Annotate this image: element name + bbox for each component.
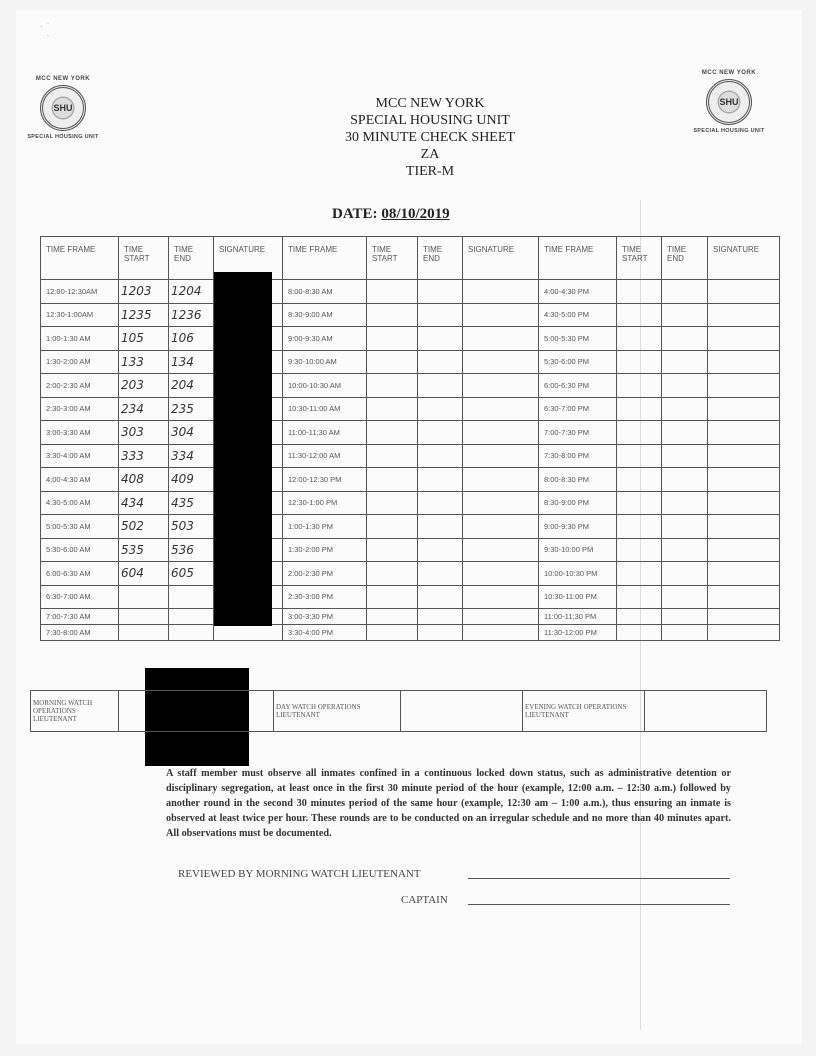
seal-text: SHU [53,103,73,113]
time-start-cell: 234 [119,397,169,421]
table-row [41,468,780,492]
time-start-cell [617,397,662,421]
time-frame-cell: 6:00-6:30 PM [539,374,617,398]
time-end-cell: 605 [169,562,214,586]
time-start-cell: 333 [119,444,169,468]
column-header: TIME FRAME [283,237,367,280]
signature-cell [463,609,539,625]
signature-cell [708,491,780,515]
time-end-cell [662,609,708,625]
time-end-cell [418,397,463,421]
time-end-cell: 334 [169,444,214,468]
time-start-cell [617,515,662,539]
signature-cell [708,374,780,398]
time-frame-cell: 9:30-10:00 AM [283,350,367,374]
column-header: TIME END [662,237,708,280]
time-start-cell: 203 [119,374,169,398]
time-start-cell [367,468,418,492]
time-start-cell: 434 [119,491,169,515]
time-frame-cell: 9:00-9:30 AM [283,327,367,351]
time-end-cell [662,327,708,351]
signature-cell [463,374,539,398]
time-end-cell [662,562,708,586]
time-start-cell [367,303,418,327]
time-frame-cell: 3:00-3:30 PM [283,609,367,625]
time-end-cell [662,374,708,398]
time-frame-cell: 11:30-12:00 PM [539,625,617,641]
signature-cell [708,350,780,374]
signature-cell [708,585,780,609]
time-end-cell: 204 [169,374,214,398]
instructions-paragraph: A staff member must observe all inmates confined in a continuous locked down status, such as administrative detention or disciplinary segregation, at least once in the first 30 minute period of the hour (example, 12:00 a.m. – 12:30 a.m.) followed by another round in the second 30 minutes period of the same hour (example, 12:30 am – 1:00 a.m.), thus ensuring an inmate is observed at least twice per hour. These rounds are to be conducted on an irregular schedule and no more than 40 minutes apart. All observations must be documented. [166,768,731,839]
date-label: DATE: [332,206,378,222]
captain-label: CAPTAIN [401,894,448,906]
time-end-cell [662,585,708,609]
time-frame-cell: 2:30-3:00 PM [283,585,367,609]
time-start-cell: 303 [119,421,169,445]
time-frame-cell: 11:00-11:30 PM [539,609,617,625]
time-end-cell [662,303,708,327]
table-row [41,625,780,641]
time-frame-cell: 8:30-9:00 AM [283,303,367,327]
signature-cell [463,585,539,609]
date-line [332,206,450,223]
time-frame-cell: 1:00-1:30 PM [283,515,367,539]
day-lieutenant-label: DAY WATCH OPERATIONS LIEUTENANT [274,691,401,732]
time-start-cell [119,625,169,641]
scan-specks: · ˙ · [40,22,50,40]
signature-cell [463,538,539,562]
time-end-cell: 503 [169,515,214,539]
day-lieutenant-signature [401,691,523,732]
column-header: TIME START [617,237,662,280]
time-start-cell [617,374,662,398]
time-end-cell [662,515,708,539]
time-end-cell [418,444,463,468]
time-end-cell: 134 [169,350,214,374]
time-start-cell [617,280,662,304]
time-frame-cell: 6:30-7:00 AM [41,585,119,609]
column-header: TIME FRAME [41,237,119,280]
table-row [41,397,780,421]
time-end-cell [169,585,214,609]
time-frame-cell: 4:00-4:30 PM [539,280,617,304]
time-end-cell: 304 [169,421,214,445]
header-line-3: 30 MINUTE CHECK SHEET [345,130,515,145]
time-start-cell: 502 [119,515,169,539]
time-frame-cell: 9:30-10:00 PM [539,538,617,562]
time-end-cell [169,609,214,625]
time-start-cell [617,491,662,515]
check-sheet-table [40,236,780,641]
time-end-cell [418,327,463,351]
signature-cell [214,625,283,641]
time-frame-cell: 12:00-12:30AM [41,280,119,304]
column-header: SIGNATURE [463,237,539,280]
time-frame-cell: 7:30-8:00 AM [41,625,119,641]
time-end-cell [662,444,708,468]
column-header: TIME END [418,237,463,280]
time-end-cell [418,625,463,641]
time-frame-cell: 2:30-3:00 AM [41,397,119,421]
document-header [300,95,560,180]
column-header: TIME START [367,237,418,280]
signature-cell [463,491,539,515]
signature-cell [463,397,539,421]
time-start-cell [367,374,418,398]
time-frame-cell: 8:00-8:30 AM [283,280,367,304]
time-frame-cell: 2:00-2:30 PM [283,562,367,586]
logo-right [684,70,774,134]
header-line-4: ZA [420,147,440,162]
time-end-cell: 235 [169,397,214,421]
signature-cell [708,444,780,468]
time-frame-cell: 5:30-6:00 AM [41,538,119,562]
time-end-cell [418,280,463,304]
time-start-cell [367,444,418,468]
signature-cell [708,562,780,586]
time-end-cell [418,350,463,374]
lieutenant-row [31,691,767,732]
time-end-cell [418,374,463,398]
time-frame-cell: 4:30-5:00 PM [539,303,617,327]
time-frame-cell: 6:30-7:00 PM [539,397,617,421]
time-frame-cell: 10:00-10:30 PM [539,562,617,586]
time-start-cell [367,562,418,586]
signature-cell [463,625,539,641]
time-frame-cell: 12:30-1:00 PM [283,491,367,515]
time-end-cell: 409 [169,468,214,492]
signature-cell [463,327,539,351]
time-start-cell [617,538,662,562]
table-row [41,491,780,515]
time-start-cell [367,280,418,304]
time-start-cell: 105 [119,327,169,351]
time-frame-cell: 12:00-12:30 PM [283,468,367,492]
signature-cell [708,421,780,445]
captain-signature-line [468,904,730,905]
logo-left-top-text: MCC NEW YORK [35,76,91,82]
time-frame-cell: 8:30-9:00 PM [539,491,617,515]
time-start-cell [617,625,662,641]
table-row [41,350,780,374]
time-end-cell: 106 [169,327,214,351]
time-frame-cell: 1:00-1:30 AM [41,327,119,351]
time-start-cell [367,585,418,609]
seal-text: SHU [719,97,739,107]
time-start-cell [367,350,418,374]
signature-cell [463,444,539,468]
time-start-cell [367,327,418,351]
signature-cell [708,397,780,421]
reviewed-signature-line [468,878,730,879]
time-start-cell [617,444,662,468]
time-end-cell [662,280,708,304]
time-end-cell [662,538,708,562]
header-line-1: MCC NEW YORK [375,96,485,111]
signature-cell [463,280,539,304]
table-row [41,515,780,539]
signature-cell [708,303,780,327]
time-frame-cell: 5:00-5:30 AM [41,515,119,539]
logo-right-top-text: MCC NEW YORK [701,70,757,76]
time-start-cell: 1235 [119,303,169,327]
time-start-cell [367,491,418,515]
time-end-cell [662,491,708,515]
time-frame-cell: 3:30-4:00 PM [283,625,367,641]
column-header: TIME FRAME [539,237,617,280]
signature-redaction [214,272,272,626]
time-start-cell [617,468,662,492]
time-frame-cell: 8:00-8:30 PM [539,468,617,492]
time-frame-cell: 3:00-3:30 AM [41,421,119,445]
time-frame-cell: 10:00-10:30 AM [283,374,367,398]
time-frame-cell: 10:30-11:00 AM [283,397,367,421]
time-start-cell [367,609,418,625]
time-frame-cell: 3:30-4:00 AM [41,444,119,468]
evening-lieutenant-signature [645,691,767,732]
time-start-cell: 133 [119,350,169,374]
column-header: SIGNATURE [214,237,283,280]
morning-lieutenant-signature [119,691,274,732]
date-value: 08/10/2019 [381,206,450,222]
time-start-cell [367,538,418,562]
time-end-cell [418,515,463,539]
time-start-cell [617,585,662,609]
logo-left [18,76,108,140]
signature-cell [708,468,780,492]
lieutenant-signoff-table [30,690,767,732]
time-start-cell [367,397,418,421]
time-end-cell [418,585,463,609]
signature-cell [708,609,780,625]
morning-lieutenant-label: MORNING WATCH OPERATIONS LIEUTENANT [31,691,119,732]
time-frame-cell: 11:30-12:00 AM [283,444,367,468]
time-end-cell [662,468,708,492]
time-start-cell [617,327,662,351]
table-row [41,444,780,468]
signature-cell [463,468,539,492]
time-end-cell [418,491,463,515]
time-end-cell [418,421,463,445]
signature-cell [708,327,780,351]
time-start-cell: 1203 [119,280,169,304]
table-row [41,421,780,445]
time-end-cell [662,625,708,641]
time-start-cell [617,562,662,586]
time-frame-cell: 1:30-2:00 PM [283,538,367,562]
time-start-cell [119,609,169,625]
time-start-cell [367,515,418,539]
time-end-cell [418,562,463,586]
time-start-cell [367,421,418,445]
column-header: SIGNATURE [708,237,780,280]
time-start-cell [617,350,662,374]
signature-cell [708,280,780,304]
signature-cell [708,515,780,539]
time-start-cell [119,585,169,609]
time-end-cell [418,303,463,327]
time-end-cell [662,350,708,374]
time-end-cell [418,538,463,562]
table-row [41,585,780,609]
signature-cell [463,303,539,327]
time-frame-cell: 6:00-6:30 AM [41,562,119,586]
table-row [41,562,780,586]
time-end-cell: 1204 [169,280,214,304]
signature-cell [463,562,539,586]
seal-icon [706,79,752,125]
time-frame-cell: 4:00-4:30 AM [41,468,119,492]
time-frame-cell: 7:00-7:30 PM [539,421,617,445]
time-frame-cell: 5:00-5:30 PM [539,327,617,351]
time-frame-cell: 9:00-9:30 PM [539,515,617,539]
logo-right-bottom-text: SPECIAL HOUSING UNIT [693,128,765,134]
time-start-cell [617,303,662,327]
time-frame-cell: 1:30-2:00 AM [41,350,119,374]
time-frame-cell: 12:30-1:00AM [41,303,119,327]
signature-cell [708,625,780,641]
time-end-cell [662,421,708,445]
time-start-cell: 604 [119,562,169,586]
signature-cell [463,350,539,374]
time-start-cell [617,421,662,445]
column-header: TIME END [169,237,214,280]
time-end-cell [662,397,708,421]
table-header-row [41,237,780,280]
time-end-cell [418,609,463,625]
time-end-cell: 435 [169,491,214,515]
table-row [41,280,780,304]
table-row [41,303,780,327]
time-end-cell: 1236 [169,303,214,327]
time-frame-cell: 7:30-8:00 PM [539,444,617,468]
time-frame-cell: 10:30-11:00 PM [539,585,617,609]
time-frame-cell: 4:30-5:00 AM [41,491,119,515]
time-start-cell: 535 [119,538,169,562]
time-frame-cell: 7:00-7:30 AM [41,609,119,625]
table-row [41,374,780,398]
time-end-cell: 536 [169,538,214,562]
column-header: TIME START [119,237,169,280]
time-start-cell [367,625,418,641]
time-end-cell [418,468,463,492]
time-frame-cell: 2:00-2:30 AM [41,374,119,398]
table-row [41,538,780,562]
time-frame-cell: 5:30-6:00 PM [539,350,617,374]
time-frame-cell: 11:00-11:30 AM [283,421,367,445]
time-start-cell: 408 [119,468,169,492]
signature-cell [463,421,539,445]
header-line-5: TIER-M [405,164,455,179]
seal-icon [40,85,86,131]
time-end-cell [169,625,214,641]
evening-lieutenant-label: EVENING WATCH OPERATIONS LIEUTENANT [523,691,645,732]
table-row [41,327,780,351]
table-row [41,609,780,625]
header-line-2: SPECIAL HOUSING UNIT [350,113,510,128]
signature-cell [708,538,780,562]
logo-left-bottom-text: SPECIAL HOUSING UNIT [27,134,99,140]
time-start-cell [617,609,662,625]
signature-cell [463,515,539,539]
reviewed-label: REVIEWED BY MORNING WATCH LIEUTENANT [178,868,421,880]
